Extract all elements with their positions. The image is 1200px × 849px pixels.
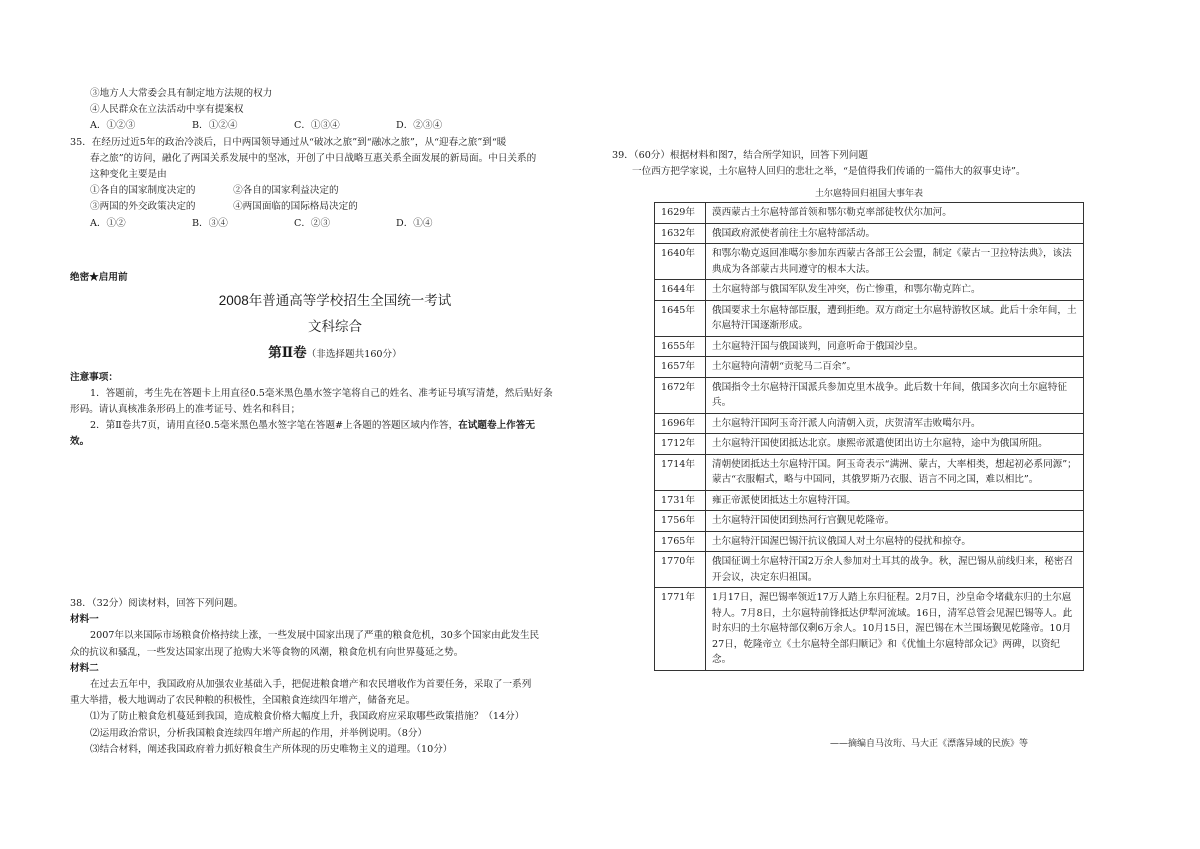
year-cell: 1756年	[655, 511, 706, 532]
notice-line-4: 效。	[70, 436, 90, 448]
q38-material-2-label: 材料二	[70, 662, 99, 674]
exam-title: 2008年普通高等学校招生全国统一考试	[218, 293, 452, 309]
event-cell: 土尔扈特汗国阿玉奇汗派人向清朝入贡，庆贺清军击败噶尔丹。	[706, 413, 1084, 434]
q35-text-1: 35．在经历过近5年的政治冷淡后，日中两国领导通过从“破冰之旅”到“融冰之旅”，从“迎春之旅”到“暖	[70, 136, 507, 148]
q35-option-a: A．①②	[90, 217, 126, 229]
q34-statement-3: ③地方人大常委会具有制定地方法规的权力	[90, 88, 273, 99]
table-row	[655, 244, 1084, 280]
q38-material-1-line-1: 2007年以来国际市场粮食价格持续上涨，一些发展中国家出现了严重的粮食危机，30多个国家由此发生民	[90, 630, 540, 642]
table-row	[655, 588, 1084, 671]
q34-options	[70, 118, 600, 134]
year-cell: 1672年	[655, 377, 706, 413]
year-cell: 1712年	[655, 434, 706, 455]
q35-option-d: D．①④	[396, 217, 433, 229]
table-row	[655, 203, 1084, 224]
event-cell: 土尔扈特汗国与俄国谈判，同意听命于俄国沙皇。	[706, 336, 1084, 357]
year-cell: 1731年	[655, 490, 706, 511]
notice-line-3-bold: 在试题卷上作答无	[458, 420, 535, 432]
year-cell: 1655年	[655, 336, 706, 357]
table-row	[655, 454, 1084, 490]
notice-heading: 注意事项：	[70, 371, 118, 383]
event-cell: 土尔扈特汗国渥巴锡汗抗议俄国人对土尔扈特的侵扰和掠夺。	[706, 531, 1084, 552]
year-cell: 1770年	[655, 552, 706, 588]
notice-line-1: 1．答题前，考生先在答题卡上用直径0.5毫米黑色墨水签字笔将自己的姓名、准考证号填写清楚，然后贴好条	[90, 387, 553, 399]
q35-option-b: B．③④	[192, 217, 228, 229]
q35-options	[70, 216, 600, 232]
event-cell: 清朝使团抵达土尔扈特汗国。阿玉奇表示“满洲、蒙古，大率相类，想起初必系同源”；蒙古“衣服帽式，略与中国同，其俄罗斯乃衣服、语言不同之国，难以相比”。	[706, 454, 1084, 490]
q38-block	[70, 596, 600, 758]
table-row	[655, 511, 1084, 532]
secret-label: 绝密★启用前	[70, 271, 128, 283]
event-cell: 俄国要求土尔扈特部臣服，遭到拒绝。双方商定土尔扈特游牧区域。此后十余年间，土尔扈特汗国逐渐形成。	[706, 300, 1084, 336]
event-cell: 和鄂尔勒克返回准噶尔参加东西蒙古各部王公会盟，制定《蒙古一卫拉特法典》，该法典成为各部蒙古共同遵守的根本大法。	[706, 244, 1084, 280]
q35-choices-row-2	[70, 199, 600, 215]
q35-option-c: C．②③	[294, 217, 331, 229]
year-cell: 1632年	[655, 223, 706, 244]
q35-choice-2: ②各自的国家利益决定的	[233, 185, 339, 197]
event-cell: 俄国政府派使者前往土尔扈特部活动。	[706, 223, 1084, 244]
notice-line-2: 形码。请认真核准条形码上的准考证号、姓名和科目；	[70, 404, 301, 416]
left-column	[70, 86, 600, 755]
events-table-body	[655, 203, 1084, 671]
q38-material-1-line-2: 众的抗议和骚乱，一些发达国家出现了抢购大米等食物的风潮，粮食危机有向世界蔓延之势。	[70, 646, 464, 658]
year-cell: 1657年	[655, 357, 706, 378]
q38-material-1-label: 材料一	[70, 614, 99, 626]
table-row	[655, 357, 1084, 378]
q35-text-3: 这种变化主要是由	[90, 169, 167, 181]
q35-choice-3: ③两国的外交政策决定的	[90, 201, 196, 213]
q35-choice-1: ①各自的国家制度决定的	[90, 185, 196, 197]
event-cell: 土尔扈特汗国使团到热河行宫觐见乾隆帝。	[706, 511, 1084, 532]
q38-head: 38．（32分）阅读材料，回答下列问题。	[70, 598, 244, 609]
table-row	[655, 552, 1084, 588]
year-cell: 1696年	[655, 413, 706, 434]
event-cell: 土尔扈特汗国使团抵达北京。康熙帝派遣使团出访土尔扈特，途中为俄国所阻。	[706, 434, 1084, 455]
event-cell: 土尔扈特部与俄国军队发生冲突，伤亡惨重，和鄂尔勒克阵亡。	[706, 280, 1084, 301]
notice-line-3	[70, 418, 600, 434]
table-row	[655, 434, 1084, 455]
table-row	[655, 377, 1084, 413]
q39-intro: 一位西方把学家说，土尔扈特人回归的悲壮之举，“是值得我们传诵的一篇伟大的叙事史诗”。	[632, 166, 1026, 177]
table-row	[655, 223, 1084, 244]
subject-title: 文科综合	[308, 319, 362, 335]
events-table	[654, 202, 1084, 671]
q34-option-d: D．②③④	[396, 120, 443, 132]
q34-option-b: B．①②④	[192, 120, 238, 132]
table-title: 土尔扈特回归祖国大事年表	[814, 189, 923, 199]
q34-option-c: C．①③④	[294, 120, 340, 132]
volume-title	[70, 345, 600, 363]
event-cell: 俄国指令土尔扈特汗国派兵参加克里木战争。此后数十年间，俄国多次向土尔扈特征兵。	[706, 377, 1084, 413]
event-cell: 俄国征调土尔扈特汗国2万余人参加对土耳其的战争。秋，渥巴锡从前线归来，秘密召开会议，决定东归祖国。	[706, 552, 1084, 588]
q34-option-a: A．①②③	[90, 120, 136, 132]
year-cell: 1714年	[655, 454, 706, 490]
event-cell: 1月17日，渥巴锡率领近17万人踏上东归征程。2月7日，沙皇命令堵截东归的土尔扈特人。7月8日，土尔扈特前锋抵达伊犁河流域。16日，清军总管会见渥巴锡等人。此时东归的土尔扈特部仅剩6万余人。10月15日，渥巴锡在木兰围场觐见乾隆帝。10月27日，乾隆帝立《土尔扈特全部归顺记》和《优恤土尔扈特部众记》两碑，以资纪念。	[706, 588, 1084, 671]
event-cell: 土尔扈特向清朝“贡驼马二百余”。	[706, 357, 1084, 378]
table-row	[655, 336, 1084, 357]
table-row	[655, 280, 1084, 301]
year-cell: 1644年	[655, 280, 706, 301]
event-cell: 漠西蒙古土尔扈特部首领和鄂尔勒克率部徒牧伏尔加河。	[706, 203, 1084, 224]
volume-note: （非选择题共160分）	[306, 349, 402, 361]
q39-head: 39．（60分）根据材料和图7，结合所学知识，回答下列问题	[612, 150, 868, 161]
q35-choice-4: ④两国面临的国际格局决定的	[233, 201, 358, 213]
q35-choices-row-1	[70, 183, 600, 199]
year-cell: 1629年	[655, 203, 706, 224]
q38-material-2-line-2: 重大举措，极大地调动了农民种粮的积极性，全国粮食连续四年增产，储备充足。	[70, 695, 416, 707]
table-row	[655, 490, 1084, 511]
volume-label: 第Ⅱ卷	[268, 345, 307, 362]
right-column	[612, 148, 1112, 180]
q34-statement-4: ④人民群众在立法活动中享有提案权	[90, 104, 244, 116]
table-row	[655, 531, 1084, 552]
year-cell: 1771年	[655, 588, 706, 671]
event-cell: 雍正帝派使团抵达土尔扈特汗国。	[706, 490, 1084, 511]
year-cell: 1645年	[655, 300, 706, 336]
table-source: ——摘编自马汝珩、马大正《漂落异域的民族》等	[829, 739, 1028, 749]
table-row	[655, 300, 1084, 336]
year-cell: 1640年	[655, 244, 706, 280]
notice-line-3-text: 2．第Ⅱ卷共7页，请用直径0.5毫米黑色墨水签字笔在答题#上各题的答题区域内作答，	[90, 420, 459, 432]
q35-text-2: 春之旅”的访问，融化了两国关系发展中的坚冰，开创了中日战略互惠关系全面发展的新局面。中日关系的	[90, 152, 537, 164]
q38-material-2-line-1: 在过去五年中，我国政府从加强农业基础入手，把促进粮食增产和农民增收作为首要任务，采取了一系列	[90, 679, 532, 691]
q38-question-2: ⑵运用政治常识，分析我国粮食连续四年增产所起的作用，并举例说明。（8分）	[90, 727, 428, 739]
table-row	[655, 413, 1084, 434]
year-cell: 1765年	[655, 531, 706, 552]
q38-question-3: ⑶结合材料，阐述我国政府着力抓好粮食生产所体现的历史唯物主义的道理。（10分）	[90, 743, 453, 755]
q38-question-1: ⑴为了防止粮食危机蔓延到我国，造成粮食价格大幅度上升，我国政府应采取哪些政策措施？（14分）	[90, 711, 525, 723]
